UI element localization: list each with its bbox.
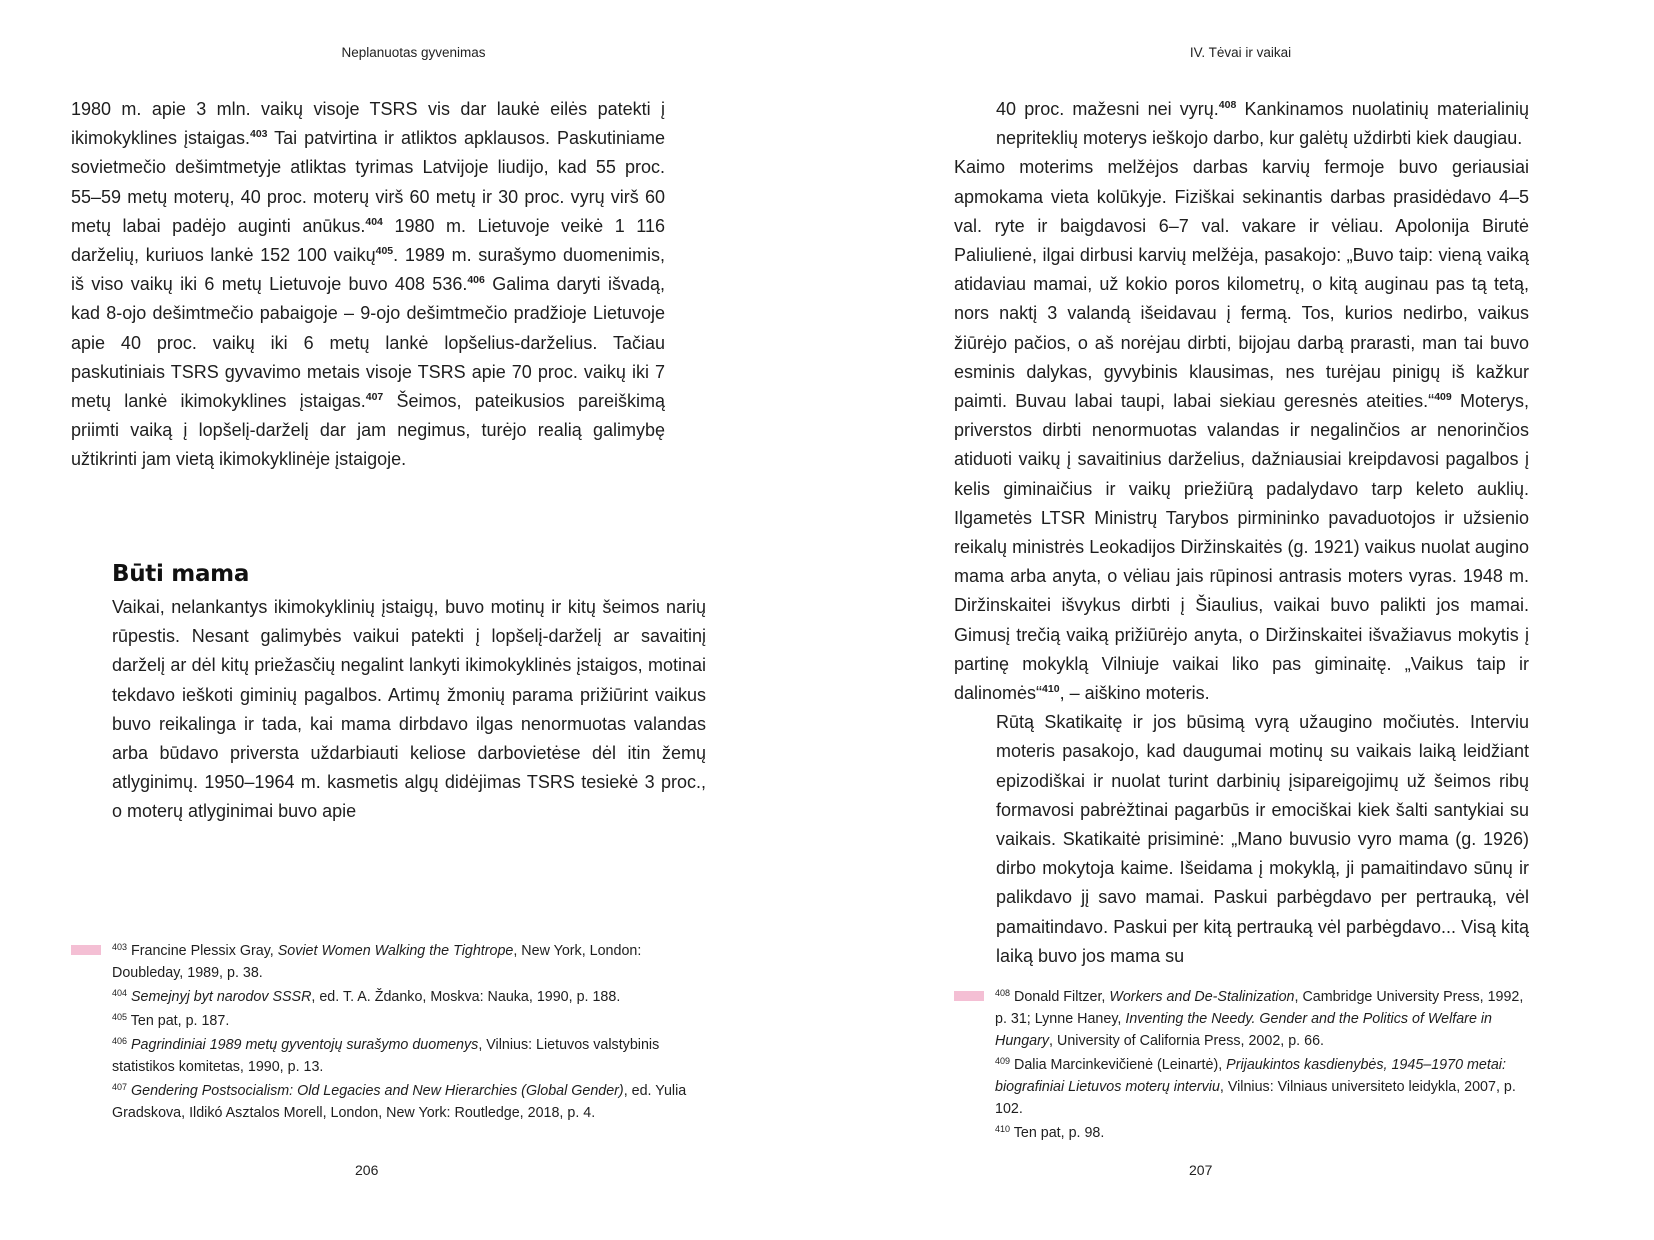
footnote-reference: 405 [375,245,394,258]
footnote: $^{405}$ Ten pat, p. 187. [112,1012,230,1029]
footnote-marker-bar [954,991,984,1001]
footnote-number: 405 [112,1012,128,1022]
footnote-number: 410 [995,1124,1011,1134]
footnotes [112,940,706,1126]
body-paragraph: Vaikai, nelankantys ikimokyklinių įstaigų, buvo motinų ir kitų šeimos narių rūpestis. Nesant galimybės vaikui patekti į lopšelį-darželį ar savaitinį darželį ar dėl kitų priežasčių negalint lankyti ikimokyklinės įstaigos, motinai tekdavo ieškoti giminių pagalbos. Artimų žmonių parama prižiūrint vaikus buvo reikalinga ir tada, kai mama dirbdavo ilgas nenormuotas valandas arba būdavo priversta uždarbiauti keliose darbovietėse dėl itin žemų atlyginimų. 1950–1964 m. kasmetis algų didėjimas TSRS tesiekė 3 proc., o moterų atlyginimai buvo apie [112,597,706,822]
italic-title: Pagrindiniai 1989 metų gyventojų surašymo duomenys [131,1037,479,1053]
footnote-marker-bar [71,945,101,955]
running-head: IV. Tėvai ir vaikai [1189,45,1292,60]
right-page [827,0,1654,1240]
section-heading: Būti mama [112,561,250,587]
body-paragraph: 1980 m. apie 3 mln. vaikų visoje TSRS vis dar laukė eilės patekti į ikimokyklines įstaigas.$^{403}$ Tai patvirtina ir atliktos apklausos. Paskutiniame sovietmečio dešimtmetyje atliktas tyrimas Latvijoje liudijo, kad 55 proc. 55–59 metų moterų, 40 proc. moterų virš 60 metų ir 30 proc. vyrų virš 60 metų labai padėjo auginti anūkus.$^{404}$ 1980 m. Lietuvoje veikė 1 116 darželių, kuriuos lankė 152 100 vaikų$^{405}$. 1989 m. surašymo duomenimis, iš viso vaikų iki 6 metų Lietuvoje buvo 408 536.$^{406}$ Galima daryti išvadą, kad 8-ojo dešimtmečio pabaigoje – 9-ojo dešimtmečio pradžioje Lietuvoje apie 40 proc. vaikų iki 6 metų lankė lopšelius-darželius. Tačiau paskutiniais TSRS gyvavimo metais visoje TSRS apie 70 proc. vaikų iki 7 metų lankė ikimokyklines įstaigas.$^{407}$ Šeimos, pateikusios pareiškimą priimti vaiką į lopšelį-darželį dar jam negimus, turėjo realią galimybę užtikrinti jam vietą ikimokyklinėje įstaigoje. [71,99,666,470]
body-paragraph: 40 proc. mažesni nei vyrų.$^{408}$ Kankinamos nuolatinių materialinių nepriteklių moterys ieškojo darbo, kur galėtų uždirbti kiek daugiau. [996,99,1529,149]
footnote-reference: 410 [1042,683,1060,696]
italic-title: Gendering Postsocialism: Old Legacies and New Hierarchies (Global Gender) [131,1083,624,1099]
italic-title: Workers and De-Stalinization [1109,989,1295,1005]
footnote: $^{407}$ Gendering Postsocialism: Old Legacies and New Hierarchies (Global Gender), ed. Yulia Gradskova, Ildikó Asztalos Morell, London, New York: Routledge, 2018, p. 4. [112,1082,687,1121]
footnote: $^{409}$ Dalia Marcinkevičienė (Leinartė), Prijaukintos kasdienybės, 1945–1970 metai: biografiniai Lietuvos moterų interviu, Vilnius: Vilniaus universiteto leidykla, 2007, p. 102. [995,1056,1516,1117]
footnote: $^{406}$ Pagrindiniai 1989 metų gyventojų surašymo duomenys, Vilnius: Lietuvos valstybinis statistikos komitetas, 1990, p. 13. [112,1036,660,1075]
italic-title: Semejnyj byt narodov SSSR [131,989,312,1005]
page-number: 206 [355,1162,379,1178]
footnote-reference: 406 [467,274,485,287]
italic-title: Inventing the Needy. Gender and the Politics of Welfare in Hungary [995,1011,1492,1049]
footnote-number: 407 [112,1082,128,1092]
footnote-number: 403 [112,942,128,952]
footnote-reference: 409 [1434,391,1452,404]
footnote: $^{408}$ Donald Filtzer, Workers and De-Stalinization, Cambridge University Press, 1992, p. 31; Lynne Haney, Inventing the Needy. Gender and the Politics of Welfare in Hungary, University of California Press, 2002, p. 66. [995,988,1524,1049]
footnote-reference: 408 [1218,99,1237,111]
italic-title: Soviet Women Walking the Tightrope [277,943,514,959]
page-number: 207 [1189,1162,1213,1178]
footnote: $^{410}$ Ten pat, p. 98. [995,1124,1105,1141]
running-head: Neplanuotas gyvenimas [341,45,486,60]
body-paragraph: Rūtą Skatikaitę ir jos būsimą vyrą užaugino močiutės. Interviu moteris pasakojo, kad daugumai motinų su vaikais laiką leidžiant epizodiškai ir nuolat turint darbinių įsipareigojimų už šeimos ribų formavosi pabrėžtinai pagarbūs ir emociškai kiek šalti santykiai su vaikais. Skatikaitė prisiminė: „Mano buvusio vyro mama (g. 1926) dirbo mokytoja kaime. Išeidama į mokyklą, ji pamaitindavo sūnų ir palikdavo jį savo mamai. Paskui parbėgdavo per pertrauką, vėl pamaitindavo. Paskui per kitą pertrauką vėl parbėgdavo... Visą kitą laiką buvo jos mama su [996,712,1529,966]
footnote: $^{403}$ Francine Plessix Gray, Soviet Women Walking the Tightrope, New York, London: Doubleday, 1989, p. 38. [112,942,642,981]
body-paragraph: Kaimo moterims melžėjos darbas karvių fermoje buvo geriausiai apmokama vieta kolūkyje. Fiziškai sekinantis darbas prasidėdavo 4–5 val. ryte ir baigdavosi 6–7 val. vakare ir vėliau. Apolonija Birutė Paliulienė, ilgai dirbusi karvių melžėja, pasakojo: „Buvo taip: vieną vaiką atidaviau mamai, už kokio poros kilometrų, o kitą auginau pas tą tetą, nors naktį 3 valandą išeidavau į fermą. Tos, kurios nedirbo, vaikus žiūrėjo pačios, o aš norėjau dirbti, bijojau darbą prarasti, man tai buvo esminis dalykas, gyvybinis klausimas, nes turėjau pinigų iš kažkur paimti. Buvau labai taupi, labai siekiau geresnės ateities.“$^{409}$ Moterys, priverstos dirbti nenormuotas valandas ir negalinčios ar nenorinčios atiduoti vaikų į savaitinius darželius, dažniausiai kreipdavosi pagalbos į kelis giminaičius ir vaikų priežiūrą padalydavo tarp keleto auklių. Ilgametės LTSR Ministrų Tarybos pirmininko pavaduotojos ir užsienio reikalų ministrės Leokadijos Diržinskaitės (g. 1921) vaikus nuolat augino mama arba anyta, o vėliau jais rūpinosi antrasis moters vyras. 1948 m. Diržinskaitei išvykus dirbti į Šiaulius, vaikai buvo palikti jos mamai. Gimusį trečią vaiką prižiūrėjo anyta, o Diržinskaitei išvažiavus mokytis į partinę mokyklą Vilniuje vaikai liko pas giminaitę. „Vaikus taip ir dalinomės“$^{410}$, – aiškino moteris. [954,157,1530,704]
italic-title: Prijaukintos kasdienybės, 1945–1970 metai: biografiniai Lietuvos moterų interviu [995,1057,1506,1095]
footnote-number: 406 [112,1036,128,1046]
footnote-number: 409 [995,1056,1011,1066]
footnote-reference: 404 [365,215,383,228]
footnotes [995,986,1533,1146]
footnote-reference: 407 [365,391,384,404]
footnote-reference: 403 [250,128,268,141]
footnote-number: 404 [112,988,128,998]
footnote: $^{404}$ Semejnyj byt narodov SSSR, ed. T. A. Ždanko, Moskva: Nauka, 1990, p. 188. [112,988,621,1005]
footnote-number: 408 [995,988,1011,998]
body-text [954,95,1529,971]
